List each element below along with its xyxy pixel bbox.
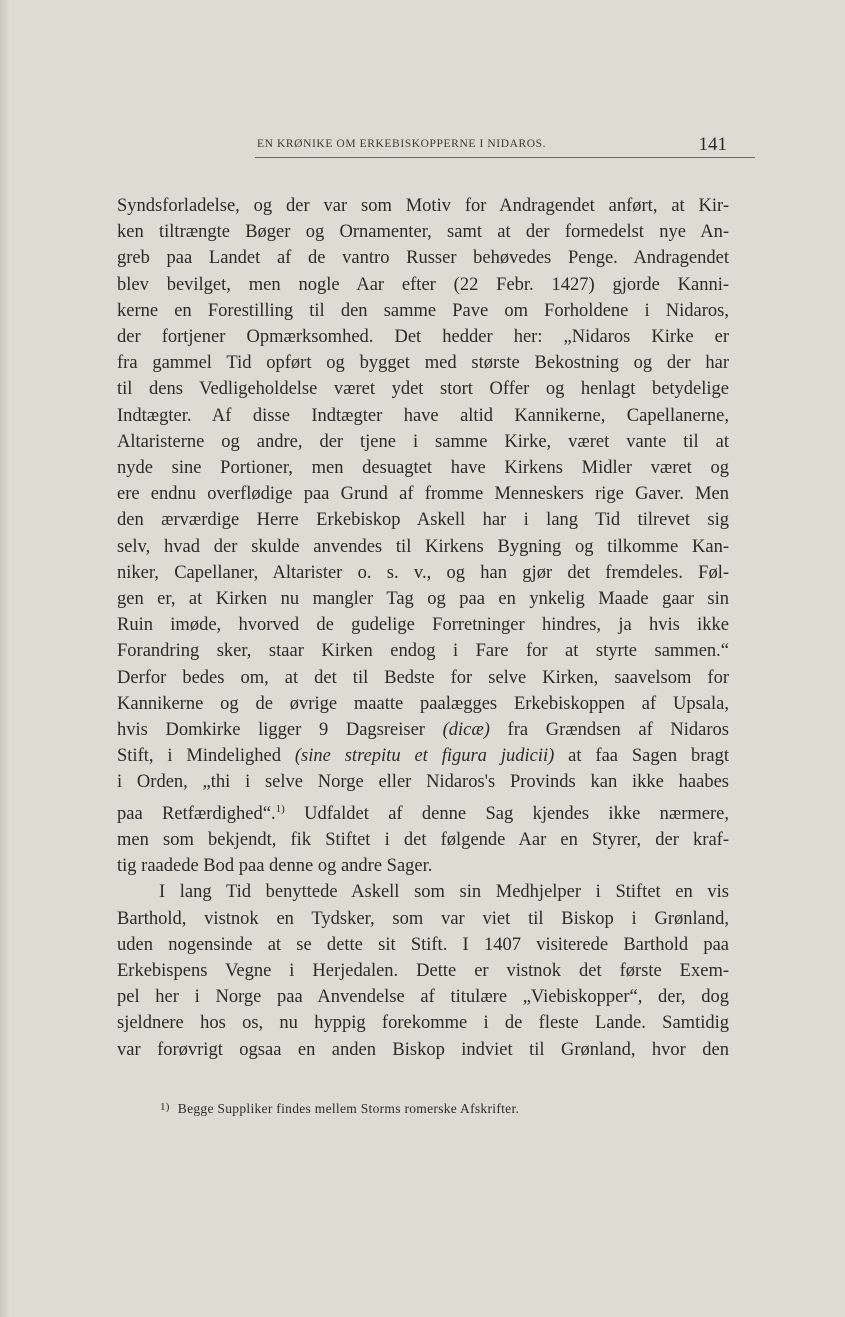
text-line: I lang Tid benyttede Askell som sin Medhjelper i Stiftet en vis <box>159 882 729 903</box>
text-line: i Orden, „thi i selve Norge eller Nidaros's Provinds kan ikke haabes <box>117 772 729 793</box>
text-line: blev bevilget, men nogle Aar efter (22 Febr. 1427) gjorde Kanni- <box>117 274 729 295</box>
text-line: sjeldnere hos os, nu hyppig forekomme i de fleste Lande. Samtidig <box>117 1013 729 1034</box>
text-segment: Stift, i Mindelighed <box>117 746 281 767</box>
text-line: Forandring sker, staar Kirken endog i Fare for at styrte sammen.“ <box>117 641 729 662</box>
text-line: Ruin imøde, hvorved de gudelige Forretninger hindres, ja hvis ikke <box>117 615 729 636</box>
text-line <box>117 717 729 743</box>
text-line: var forøvrigt ogsaa en anden Biskop indviet til Grønland, hvor den <box>117 1039 729 1060</box>
text-line: Syndsforladelse, og der var som Motiv for Andragendet anført, at Kir- <box>117 196 729 216</box>
text-line: Kannikerne og de øvrige maatte paalægges Erkebiskoppen af Upsala, <box>117 693 729 714</box>
footnote <box>160 1101 730 1117</box>
text-line: Altaristerne og andre, der tjene i samme Kirke, været vante til at <box>117 431 729 452</box>
footnote-text: Begge Suppliker findes mellem Storms romerske Afskrifter. <box>177 1101 520 1116</box>
text-line <box>117 796 729 827</box>
text-segment: paa Retfærdighed“. <box>117 803 276 824</box>
text-segment: at faa Sagen bragt <box>568 746 730 767</box>
header-rule <box>255 157 755 158</box>
text-segment: hvis Domkirke ligger 9 Dagsreiser <box>117 720 425 741</box>
text-line: pel her i Norge paa Anvendelse af titulære „Viebiskopper“, der, dog <box>117 987 729 1008</box>
text-line: tig raadede Bod paa denne og andre Sager. <box>117 856 433 877</box>
text-line: kerne en Forestilling til den samme Pave om Forholdene i Nidaros, <box>117 300 729 321</box>
text-line: greb paa Landet af de vantro Russer behøvedes Penge. Andragendet <box>117 248 729 269</box>
text-line <box>117 743 729 769</box>
text-segment: Udfaldet af denne Sag kjendes ikke nærmere, <box>304 803 729 824</box>
binding-edge <box>0 0 10 1317</box>
text-line: Indtægter. Af disse Indtægter have altid Kannikerne, Capellanerne, <box>117 405 729 426</box>
running-head: EN KRØNIKE OM ERKEBISKOPPERNE I NIDAROS. <box>257 138 547 150</box>
text-line: til dens Vedligeholdelse været ydet stort Offer og henlagt betydelige <box>117 379 729 400</box>
text-line: ken tiltrængte Bøger og Ornamenter, samt at der formedelst nye An- <box>117 222 729 243</box>
footnote-mark: 1) <box>160 1101 170 1113</box>
text-line: ere endnu overflødige paa Grund af fromme Menneskers rige Gaver. Men <box>117 484 729 505</box>
text-line: niker, Capellaner, Altarister o. s. v., og han gjør det fremdeles. Føl- <box>117 562 729 583</box>
paragraph-1 <box>117 193 729 879</box>
paragraph-2 <box>117 879 729 1062</box>
text-line: Derfor bedes om, at det til Bedste for selve Kirken, saavelsom for <box>117 667 729 688</box>
body-text <box>117 193 729 1063</box>
text-line: nyde sine Portioner, men desuagtet have Kirkens Midler været og <box>117 458 729 479</box>
text-line: men som bekjendt, fik Stiftet i det følgende Aar en Styrer, der kraf- <box>117 830 729 851</box>
page-header <box>117 132 729 162</box>
text-line: selv, hvad der skulde anvendes til Kirkens Bygning og tilkomme Kan- <box>117 536 729 557</box>
page-number: 141 <box>698 134 727 155</box>
text-segment: fra Grændsen af Nidaros <box>507 720 730 741</box>
text-line: Erkebispens Vegne i Herjedalen. Dette er vistnok det første Exem- <box>117 961 729 982</box>
text-line: der fortjener Opmærksomhed. Det hedder her: „Nidaros Kirke er <box>117 327 729 348</box>
text-line: den ærværdige Herre Erkebiskop Askell har i lang Tid tilrevet sig <box>117 510 729 531</box>
latin-phrase: (sine strepitu et figura judicii) <box>294 746 555 767</box>
footnote-reference: 1) <box>275 802 285 815</box>
latin-term: (dicæ) <box>442 720 490 741</box>
text-line: fra gammel Tid opført og bygget med største Bekostning og der har <box>117 353 729 374</box>
text-line: uden nogensinde at se dette sit Stift. I 1407 visiterede Barthold paa <box>117 934 729 955</box>
text-line: gen er, at Kirken nu mangler Tag og paa en ynkelig Maade gaar sin <box>117 589 729 610</box>
text-line: Barthold, vistnok en Tydsker, som var viet til Biskop i Grønland, <box>117 908 729 929</box>
